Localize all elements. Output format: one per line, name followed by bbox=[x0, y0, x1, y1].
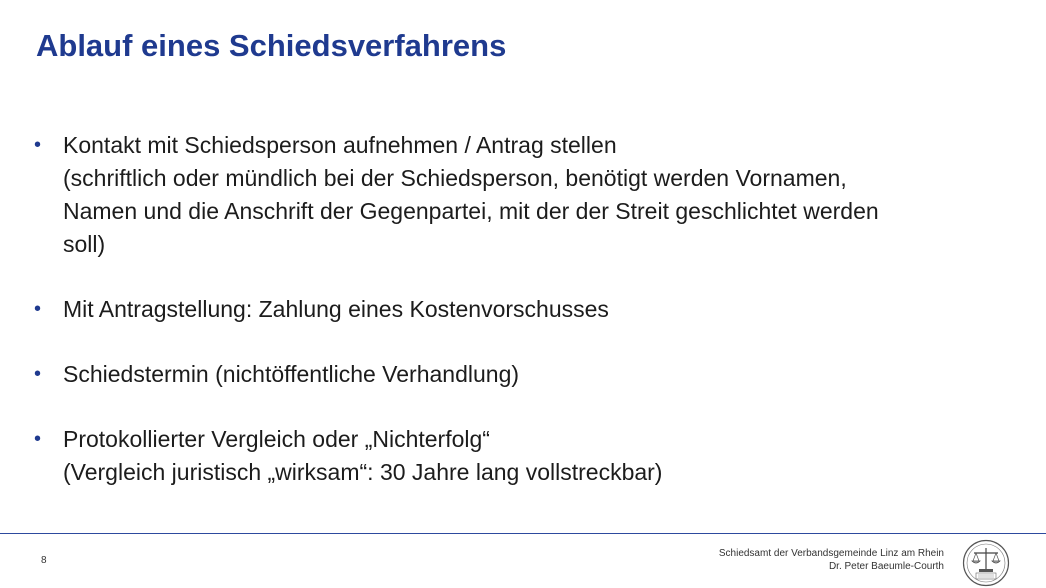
bullet-text-line: (schriftlich oder mündlich bei der Schiedsperson, benötigt werden Vornamen, bbox=[63, 165, 847, 191]
footer-organization: Schiedsamt der Verbandsgemeinde Linz am Rhein bbox=[718, 548, 944, 559]
bullet-marker: • bbox=[34, 428, 42, 450]
bullet-list bbox=[34, 129, 1024, 489]
bullet-text-line: Mit Antragstellung: Zahlung eines Kostenvorschusses bbox=[63, 296, 609, 322]
bullet-text-line: Namen und die Anschrift der Gegenpartei, mit der der Streit geschlichtet werden bbox=[63, 198, 879, 224]
footer-divider bbox=[0, 533, 1046, 534]
page-number: 8 bbox=[41, 555, 47, 566]
bullet-item bbox=[34, 423, 1024, 489]
bullet-marker: • bbox=[34, 363, 42, 385]
bullet-text-line: Kontakt mit Schiedsperson aufnehmen / Antrag stellen bbox=[63, 132, 617, 158]
slide-title: Ablauf eines Schiedsverfahrens bbox=[36, 28, 507, 63]
footer-author: Dr. Peter Baeumle-Courth bbox=[828, 561, 944, 572]
scales-of-justice-seal-icon bbox=[962, 539, 1010, 587]
bullet-text-line: soll) bbox=[63, 231, 106, 257]
bullet-text-line: Protokollierter Vergleich oder „Nichterfolg“ bbox=[63, 426, 490, 452]
bullet-text-line: (Vergleich juristisch „wirksam“: 30 Jahre lang vollstreckbar) bbox=[63, 459, 663, 485]
bullet-marker: • bbox=[34, 134, 42, 156]
footer-credit bbox=[719, 547, 944, 573]
bullet-item bbox=[34, 293, 1024, 326]
bullet-text-line: Schiedstermin (nichtöffentliche Verhandlung) bbox=[63, 361, 520, 387]
bullet-item bbox=[34, 129, 1024, 261]
bullet-marker: • bbox=[34, 298, 42, 320]
bullet-item bbox=[34, 358, 1024, 391]
